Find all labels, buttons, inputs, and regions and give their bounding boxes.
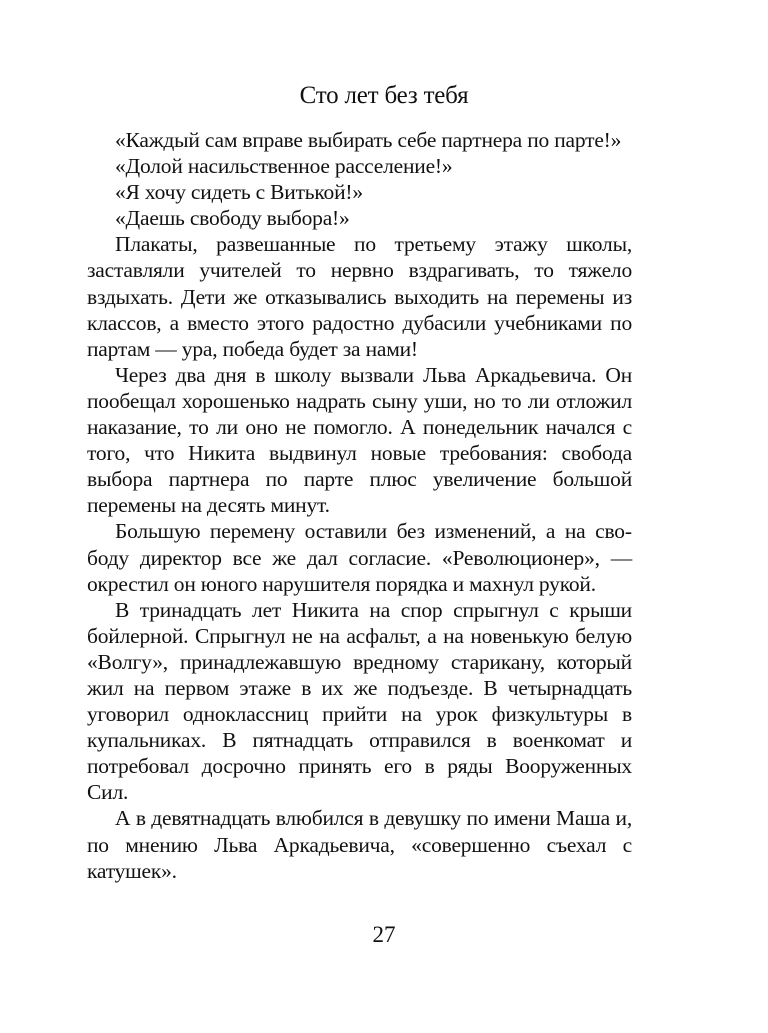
paragraph-slogan-4: «Даешь свободу выбора!» [115, 206, 350, 231]
paragraph-father-called: Через два дня в школу вызвали Льва Аркадьевича. Он пообещал хорошенько надрать сыну уши, но то ли отложил наказание, то ли оно не помогло. А понедельник начался с того, что Никита выдвинул новые требования: свобода выбора партнера по парте плюс увеличение большой перемены на десять минут. [87, 362, 632, 518]
body-text [87, 127, 632, 884]
page-number: 27 [372, 922, 396, 947]
paragraph-slogan-1: «Каждый сам вправе выбирать себе партнера по парте!» [115, 128, 622, 152]
running-title: Сто лет без тебя [299, 82, 469, 109]
paragraph-slogan-3: «Я хочу сидеть с Витькой!» [115, 180, 363, 205]
paragraph-director: Большую перемену оставили без изменений, а на свободу директор все же дал согласие. «Революционер», — окрестил он юного нарушителя порядка и махнул рукой. [87, 519, 632, 596]
paragraph-slogan-2: «Долой насильственное расселение!» [115, 154, 453, 179]
paragraph-nineteen: А в девятнадцать влюбился в девушку по имени Маша и, по мнению Льва Аркадьевича, «совершенно съехал с катушек». [87, 806, 632, 883]
paragraph-posters: Плакаты, развешанные по третьему этажу школы, заставляли учителей то нервно вздрагивать, то тяжело вздыхать. Дети же отказывались выходить на перемены из классов, а вместо этого радостно дубасили учебниками по партам — ура, победа будет за нами! [87, 232, 632, 361]
paragraph-teen-years: В тринадцать лет Никита на спор спрыгнул с крыши бойлерной. Спрыгнул не на асфальт, а на новенькую белую «Волгу», принадлежавшую вредному старикану, который жил на первом этаже в их же подъезде. В четырнадцать уговорил одноклассниц прийти на урок физкультуры в купальниках. В пятнадцать отправился в военкомат и потребовал досрочно принять его в ряды Вооруженных Сил. [87, 597, 632, 805]
